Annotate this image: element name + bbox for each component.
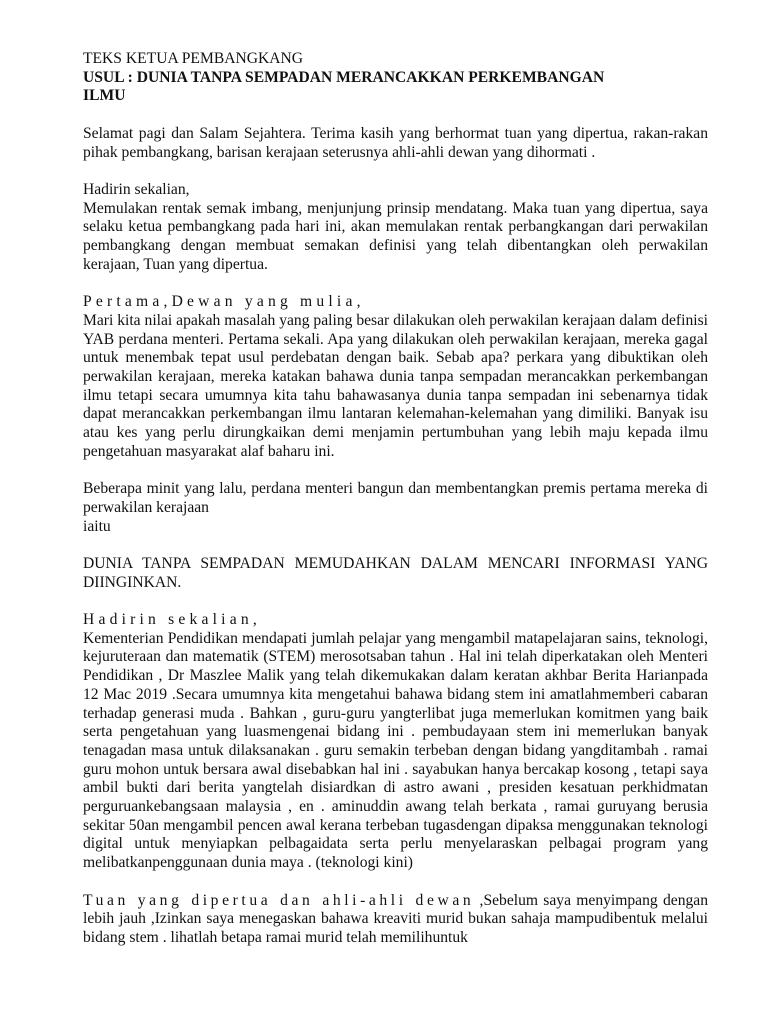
document-header: TEKS KETUA PEMBANGKANG: [83, 50, 304, 67]
greeting-heading: Hadirin sekalian,: [83, 180, 190, 198]
first-point-paragraph: Mari kita nilai apakah masalah yang paling besar dilakukan oleh perwakilan kerajaan dalam definisi YAB perdana menteri. Pertama sekali. Apa yang dilakukan oleh perwakilan kerajaan, mereka gagal untuk menembak tepat usul perdebatan dengan baik. Sebab apa? perkara yang dibuktikan oleh perwakilan kerajaan, mereka katakan bahawa dunia tanpa sempadan merancakkan perkembangan ilmu tetapi secara umumnya kita tahu bahawasanya dunia tanpa sempadan ini sebenarnya tidak dapat merancakkan perkembangan ilmu lantaran kelemahan-kelemahan yang dimiliki. Banyak isu atau kes yang perlu dirungkaikan demi menjamin pertumbuhan yang lebih maju kepada ilmu pengetahuan masyarakat alaf baharu ini.: [83, 311, 708, 460]
premise-paragraph: Beberapa minit yang lalu, perdana menteri bangun dan membentangkan premis pertama mereka di perwakilan kerajaan: [83, 480, 708, 516]
intro-paragraph: Memulakan rentak semak imbang, menjunjung prinsip mendatang. Maka tuan yang dipertua, saya selaku ketua pembangkang pada hari ini, akan memulakan rentak perbangkangan dari perwakilan pembangkang dengan membuat semakan definisi yang telah dibentangkan oleh perwakilan kerajaan, Tuan yang dipertua.: [83, 199, 708, 273]
spacer: [83, 873, 708, 892]
spacer: [83, 536, 708, 555]
closing-address: Tuan yang dipertua dan ahli-ahli dewan: [83, 891, 475, 909]
audience-heading: Hadirin sekalian,: [83, 611, 261, 628]
spacer: [83, 461, 708, 480]
opening-paragraph: Selamat pagi dan Salam Sejahtera. Terima kasih yang berhormat tuan yang dipertua, rakan-rakan pihak pembangkang, barisan kerajaan seterusnya ahli-ahli dewan yang dihormati .: [83, 124, 708, 161]
stem-paragraph: Kementerian Pendidikan mendapati jumlah pelajar yang mengambil matapelajaran sains, teknologi, kejuruteraan dan matematik (STEM) merosotsaban tahun . Hal ini telah diperkatakan oleh Menteri Pendidikan , Dr Maszlee Malik yang telah dikemukakan dalam keratan akhbar Berita Harianpada 12 Mac 2019 .Secara umumnya kita mengetahui bahawa bidang stem ini amatlahmemberi cabaran terhadap generasi muda . Bahkan , guru-guru yangterlibat juga memerlukan komitmen yang baik serta pengetahuan yang luasmengenai bidang ini . pembudayaan stem ini memerlukan banyak tenagadan masa untuk dilaksanakan . guru semakin terbeban dengan bidang yangditambah . ramai guru mohon untuk bersara awal disebabkan hal ini . sayabukan hanya bercakap kosong , tetapi saya ambil bukti dari berita yangtelah disiardkan di astro awani , presiden kesatuan perkhidmatan perguruankebangsaan malaysia , en . aminuddin awang telah berkata , ramai guruyang berusia sekitar 50an mengambil pencen awal kerana terbeban tugasdengan dipaksa menggunakan teknologi digital untuk menyiapkan pelbagaidata serta perlu menyelaraskan pelbagai program yang melibatkanpenggunaan dunia maya . (teknologi kini): [83, 629, 708, 872]
closing-paragraph: [83, 892, 708, 948]
motion-title-line-2: ILMU: [83, 87, 126, 105]
spacer: [83, 162, 708, 181]
motion-title-line-1: USUL : DUNIA TANPA SEMPADAN MERANCAKKAN PERKEMBANGAN: [83, 68, 605, 86]
premise-statement: DUNIA TANPA SEMPADAN MEMUDAHKAN DALAM MENCARI INFORMASI YANG DIINGINKAN.: [83, 554, 708, 591]
spacer: [83, 274, 708, 293]
spacer: [83, 592, 708, 611]
first-point-heading: Pertama,Dewan yang mulia,: [83, 293, 365, 311]
spacer: [83, 106, 708, 125]
premise-tail: iaitu: [83, 517, 111, 535]
closing-text: ,Sebelum saya menyimpang dengan lebih jauh ,Izinkan saya menegaskan bahawa kreaviti murid bukan sahaja mampudibentuk melalui bidang stem . lihatlah betapa ramai murid telah memilihuntuk: [83, 891, 709, 946]
